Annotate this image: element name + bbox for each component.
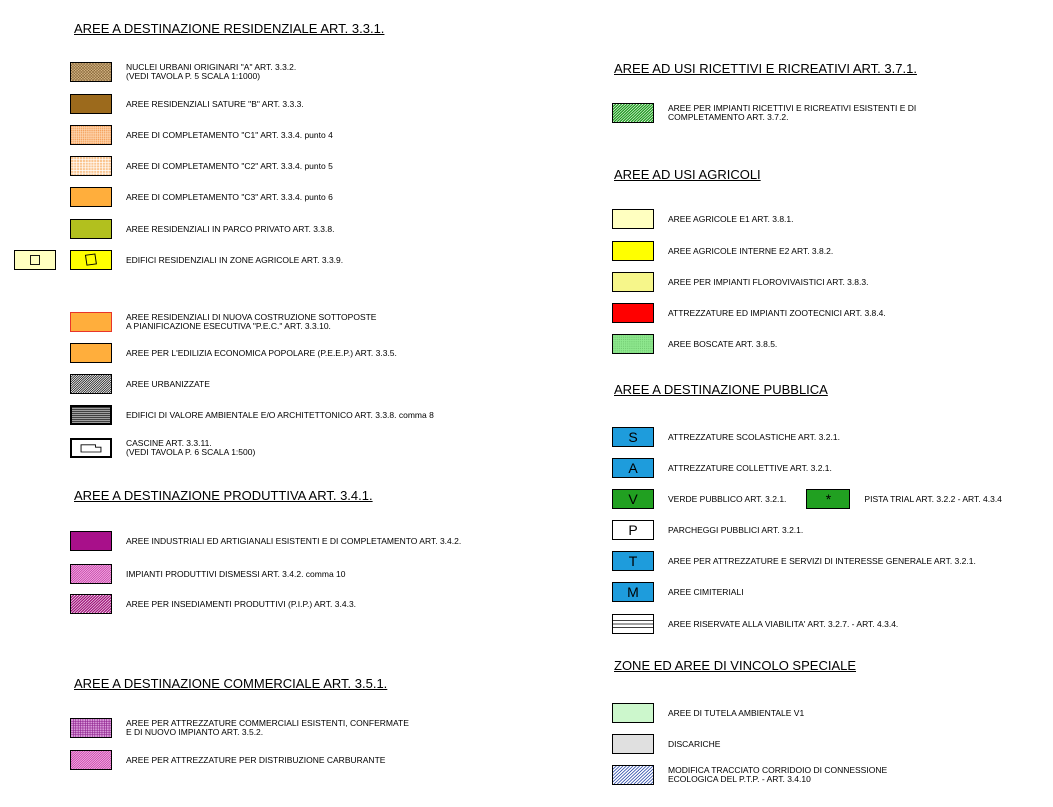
vincolo-label: AREE DI TUTELA AMBIENTALE V1 xyxy=(668,707,805,718)
agricoli-legend-item xyxy=(612,303,886,323)
produttiva-legend-item xyxy=(70,594,356,614)
grid-pattern-icon xyxy=(71,719,111,737)
agricoli-swatch xyxy=(612,272,654,292)
pubblica-swatch xyxy=(612,551,654,571)
vincolo-legend-item xyxy=(612,765,887,785)
pubblica-swatch xyxy=(612,427,654,447)
pubblica-label: ATTREZZATURE SCOLASTICHE ART. 3.2.1. xyxy=(668,431,840,442)
pubblica-legend-item xyxy=(612,458,832,478)
swatch-letter: M xyxy=(627,584,639,600)
hatch-pattern-icon xyxy=(71,751,111,769)
residenziale-legend-item xyxy=(70,94,304,114)
residenziale-swatch xyxy=(70,438,112,458)
residenziale-legend-item xyxy=(70,187,333,207)
pubblica-label: ATTREZZATURE COLLETTIVE ART. 3.2.1. xyxy=(668,462,832,473)
agricoli-swatch xyxy=(612,209,654,229)
agricoli-label: AREE BOSCATE ART. 3.8.5. xyxy=(668,338,778,349)
residenziale-swatch xyxy=(70,187,112,207)
building-outline-icon xyxy=(72,440,110,456)
residenziale-label: AREE DI COMPLETAMENTO "C2" ART. 3.3.4. punto 5 xyxy=(126,160,333,171)
pista-trial-legend-item xyxy=(806,489,1002,509)
vincolo-swatch xyxy=(612,765,654,785)
residenziale-label: AREE RESIDENZIALI DI NUOVA COSTRUZIONE SOTTOPOSTE A PIANIFICAZIONE ESECUTIVA "P.E.C." ART. 3.3.10. xyxy=(126,312,377,331)
commerciale-label: AREE PER ATTREZZATURE COMMERCIALI ESISTENTI, CONFERMATE E DI NUOVO IMPIANTO ART. 3.5.2. xyxy=(126,718,409,737)
stripes-pattern-icon xyxy=(72,407,110,423)
hatch-pattern-icon xyxy=(71,375,111,393)
residenziale-legend-item xyxy=(70,343,397,363)
produttiva-swatch xyxy=(70,531,112,551)
residenziale-label: AREE URBANIZZATE xyxy=(126,378,210,389)
agricoli-swatch xyxy=(612,303,654,323)
swatch-letter: V xyxy=(628,491,638,507)
residenziale-swatch xyxy=(70,312,112,332)
residenziale-label: AREE RESIDENZIALI IN PARCO PRIVATO ART. 3.3.8. xyxy=(126,223,335,234)
hatch-pattern-icon xyxy=(71,565,111,583)
pubblica-swatch xyxy=(612,582,654,602)
residenziale-legend-item xyxy=(70,374,210,394)
residenziale-label: AREE PER L'EDILIZIA ECONOMICA POPOLARE (P.E.E.P.) ART. 3.3.5. xyxy=(126,347,397,358)
section-title-pubblica: AREE A DESTINAZIONE PUBBLICA xyxy=(614,382,828,397)
produttiva-swatch xyxy=(70,594,112,614)
residenziale-label: CASCINE ART. 3.3.11. (VEDI TAVOLA P. 6 SCALA 1:500) xyxy=(126,438,256,457)
residenziale-label: NUCLEI URBANI ORIGINARI "A" ART. 3.3.2. (VEDI TAVOLA P. 5 SCALA 1:1000) xyxy=(126,62,297,81)
grid-pattern-icon xyxy=(71,126,111,144)
section-title-ricettivi: AREE AD USI RICETTIVI E RICREATIVI ART. 3.7.1. xyxy=(614,61,917,76)
residenziale-swatch xyxy=(70,250,112,270)
residenziale-legend-item xyxy=(70,438,255,458)
pubblica-swatch xyxy=(612,489,654,509)
pubblica-legend-item xyxy=(612,614,898,634)
vincolo-legend-item xyxy=(612,703,804,723)
residenziale-legend-item xyxy=(70,156,333,176)
pubblica-legend-item xyxy=(612,582,744,602)
square-outline-icon xyxy=(15,251,55,269)
produttiva-label: IMPIANTI PRODUTTIVI DISMESSI ART. 3.4.2. comma 10 xyxy=(126,568,346,579)
grid-pattern-icon xyxy=(71,157,111,175)
hatch-pattern-icon xyxy=(71,595,111,613)
swatch-letter: P xyxy=(628,522,638,538)
produttiva-swatch xyxy=(70,564,112,584)
agricoli-label: AREE AGRICOLE E1 ART. 3.8.1. xyxy=(668,213,794,224)
section-title-produttiva: AREE A DESTINAZIONE PRODUTTIVA ART. 3.4.1. xyxy=(74,488,373,503)
residenziale-legend-item xyxy=(70,312,376,332)
pubblica-legend-item xyxy=(612,427,840,447)
agricoli-label: AREE PER IMPIANTI FLOROVIVAISTICI ART. 3.8.3. xyxy=(668,276,869,287)
pubblica-swatch xyxy=(612,520,654,540)
residenziale-label: AREE DI COMPLETAMENTO "C1" ART. 3.3.4. punto 4 xyxy=(126,129,333,140)
agricoli-label: ATTREZZATURE ED IMPIANTI ZOOTECNICI ART. 3.8.4. xyxy=(668,307,886,318)
residenziale-swatch xyxy=(70,343,112,363)
produttiva-legend-item xyxy=(70,531,461,551)
vincolo-swatch xyxy=(612,703,654,723)
residenziale-legend-item xyxy=(70,219,334,239)
pubblica-label: AREE PER ATTREZZATURE E SERVIZI DI INTERESSE GENERALE ART. 3.2.1. xyxy=(668,555,976,566)
residenziale-legend-item xyxy=(70,250,343,270)
residenziale-legend-item xyxy=(70,62,296,82)
section-title-commerciale: AREE A DESTINAZIONE COMMERCIALE ART. 3.5.1. xyxy=(74,676,388,691)
produttiva-legend-item xyxy=(70,564,345,584)
section-title-agricoli: AREE AD USI AGRICOLI xyxy=(614,167,761,182)
residenziale-label: AREE DI COMPLETAMENTO "C3" ART. 3.3.4. punto 6 xyxy=(126,191,333,202)
agricoli-legend-item xyxy=(612,209,794,229)
residenziale-swatch xyxy=(70,125,112,145)
commerciale-swatch xyxy=(70,750,112,770)
produttiva-label: AREE INDUSTRIALI ED ARTIGIANALI ESISTENTI E DI COMPLETAMENTO ART. 3.4.2. xyxy=(126,535,462,546)
ricettivi-label: AREE PER IMPIANTI RICETTIVI E RICREATIVI ESISTENTI E DI COMPLETAMENTO ART. 3.7.2. xyxy=(668,103,917,122)
residenziale-label: EDIFICI RESIDENZIALI IN ZONE AGRICOLE ART. 3.3.9. xyxy=(126,254,344,265)
edifici-agricoli-alt-swatch xyxy=(14,250,56,270)
residenziale-swatch xyxy=(70,219,112,239)
pubblica-swatch xyxy=(612,614,654,634)
swatch-letter: S xyxy=(628,429,638,445)
swatch-letter: A xyxy=(628,460,638,476)
residenziale-swatch xyxy=(70,405,112,425)
agricoli-legend-item xyxy=(612,241,833,261)
commerciale-legend-item xyxy=(70,750,385,770)
road-lines-icon xyxy=(613,615,653,633)
hatch-pattern-icon xyxy=(613,104,653,122)
agricoli-swatch xyxy=(612,334,654,354)
vincolo-label: MODIFICA TRACCIATO CORRIDOIO DI CONNESSIONE ECOLOGICA DEL P.T.P. - ART. 3.4.10 xyxy=(668,765,888,784)
agricoli-swatch xyxy=(612,241,654,261)
commerciale-legend-item xyxy=(70,718,409,738)
pubblica-legend-item xyxy=(612,551,976,571)
agricoli-legend-item xyxy=(612,272,868,292)
square-outline-icon xyxy=(71,251,111,269)
residenziale-label: AREE RESIDENZIALI SATURE "B" ART. 3.3.3. xyxy=(126,98,304,109)
dots-pattern-icon xyxy=(613,335,653,353)
commerciale-label: AREE PER ATTREZZATURE PER DISTRIBUZIONE CARBURANTE xyxy=(126,754,386,765)
section-title-vincolo: ZONE ED AREE DI VINCOLO SPECIALE xyxy=(614,658,857,673)
produttiva-label: AREE PER INSEDIAMENTI PRODUTTIVI (P.I.P.) ART. 3.4.3. xyxy=(126,598,357,609)
section-title-residenziale: AREE A DESTINAZIONE RESIDENZIALE ART. 3.3.1. xyxy=(74,21,385,36)
vincolo-legend-item xyxy=(612,734,720,754)
pubblica-label: AREE CIMITERIALI xyxy=(668,586,744,597)
crosshatch-pattern-icon xyxy=(71,63,111,81)
pubblica-label: VERDE PUBBLICO ART. 3.2.1. xyxy=(668,493,787,504)
ricettivi-swatch xyxy=(612,103,654,123)
residenziale-swatch xyxy=(70,94,112,114)
residenziale-label: EDIFICI DI VALORE AMBIENTALE E/O ARCHITETTONICO ART. 3.3.8. comma 8 xyxy=(126,409,434,420)
residenziale-swatch xyxy=(70,374,112,394)
pubblica-legend-item xyxy=(612,520,803,540)
residenziale-legend-item xyxy=(70,405,434,425)
agricoli-label: AREE AGRICOLE INTERNE E2 ART. 3.8.2. xyxy=(668,245,834,256)
residenziale-legend-item xyxy=(70,125,333,145)
pubblica-swatch xyxy=(612,458,654,478)
vincolo-swatch xyxy=(612,734,654,754)
pubblica-label: AREE RISERVATE ALLA VIABILITA' ART. 3.2.7. - ART. 4.3.4. xyxy=(668,618,899,629)
hatch-pattern-icon xyxy=(613,766,653,784)
residenziale-swatch xyxy=(70,62,112,82)
pubblica-legend-item xyxy=(612,489,1002,509)
ricettivi-legend-item xyxy=(612,103,916,123)
swatch-letter: * xyxy=(825,491,832,507)
commerciale-swatch xyxy=(70,718,112,738)
swatch-letter: T xyxy=(628,553,638,569)
pista-trial-swatch xyxy=(806,489,850,509)
pista-trial-label: PISTA TRIAL ART. 3.2.2 - ART. 4.3.4 xyxy=(864,493,1002,504)
pubblica-label: PARCHEGGI PUBBLICI ART. 3.2.1. xyxy=(668,524,804,535)
agricoli-legend-item xyxy=(612,334,777,354)
residenziale-swatch xyxy=(70,156,112,176)
vincolo-label: DISCARICHE xyxy=(668,738,721,749)
